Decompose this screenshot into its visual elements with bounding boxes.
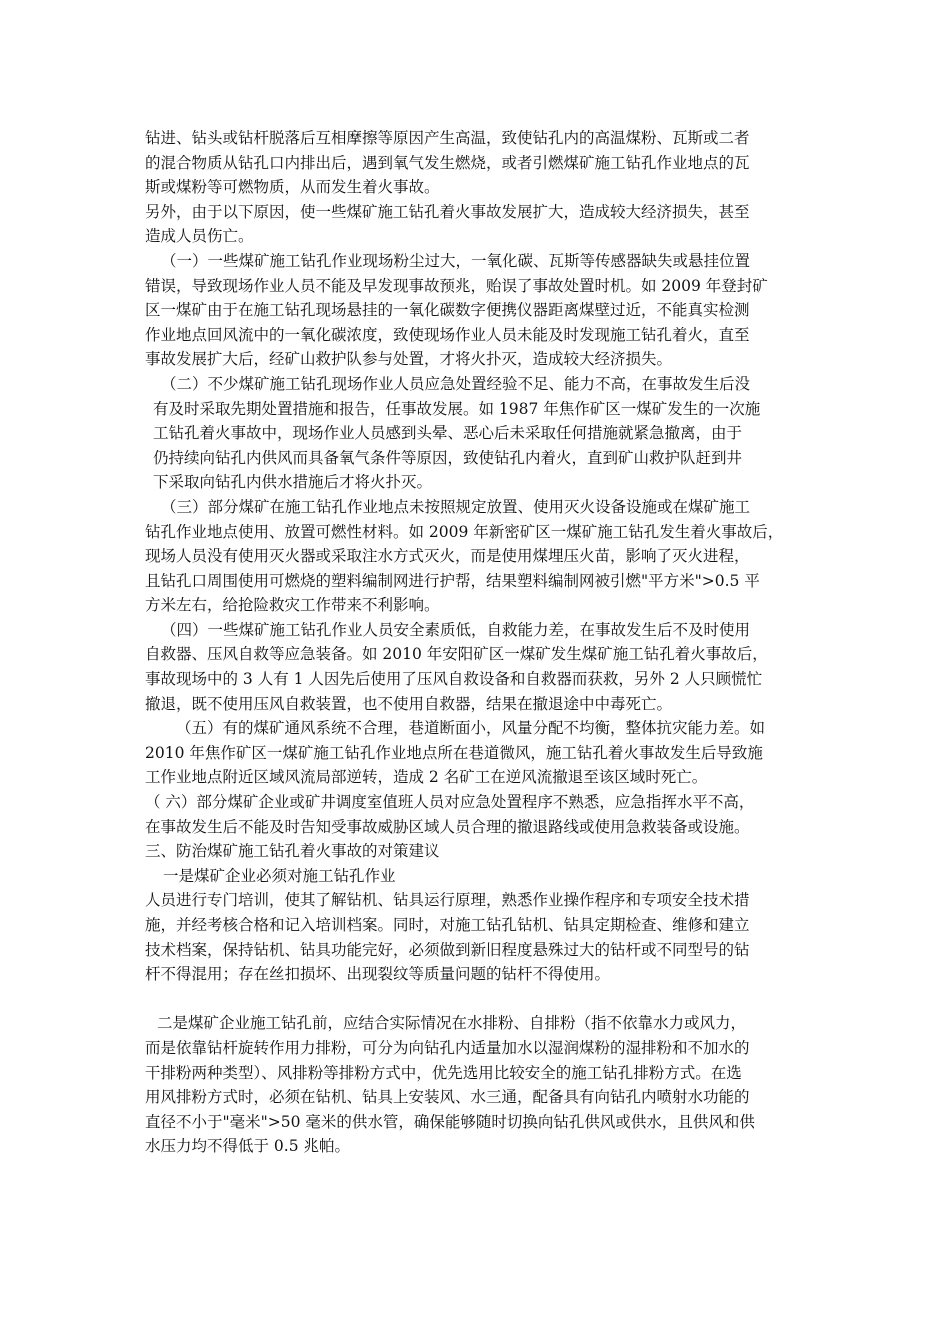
- text-line: （二）不少煤矿施工钻孔现场作业人员应急处置经验不足、能力不高，在事故发生后没: [161, 374, 751, 393]
- text-line: 人员进行专门培训，使其了解钻机、钻具运行原理，熟悉作业操作程序和专项安全技术措: [145, 891, 750, 910]
- blank-line: [145, 987, 810, 1012]
- text-line: 事故发展扩大后，经矿山救护队参与处置，才将火扑灭，造成较大经济损失。: [145, 350, 673, 369]
- text-line: 的混合物质从钻孔口内排出后，遇到氧气发生燃烧，或者引燃煤矿施工钻孔作业地点的瓦: [145, 153, 750, 172]
- text-line: 且钻孔口周围使用可燃烧的塑料编制网进行护帮，结果塑料编制网被引燃"平方米">0.5 平: [145, 571, 760, 590]
- text-line: 仍持续向钻孔内供风而具备氧气条件等原因，致使钻孔内着火，直到矿山救护队赶到井: [153, 448, 743, 467]
- text-line: 作业地点回风流中的一氧化碳浓度，致使现场作业人员未能及时发现施工钻孔着火，直至: [145, 325, 750, 344]
- text-line: 方米左右，给抢险救灾工作带来不利影响。: [145, 596, 440, 615]
- text-line: 用风排粉方式时，必须在钻机、钻具上安装风、水三通，配备具有向钻孔内喷射水功能的: [145, 1088, 750, 1107]
- text-line: （五）有的煤矿通风系统不合理，巷道断面小，风量分配不均衡，整体抗灾能力差。如: [176, 719, 766, 738]
- text-line: 有及时采取先期处置措施和报告，任事故发展。如 1987 年焦作矿区一煤矿发生的一次施: [153, 399, 761, 418]
- text-line: 干排粉两种类型）、风排粉等排粉方式中，优先选用比较安全的施工钻孔排粉方式。在选: [145, 1063, 742, 1082]
- text-line: 工钻孔着火事故中，现场作业人员感到头晕、恶心后未采取任何措施就紧急撤离，由于: [153, 424, 743, 443]
- text-line: （四）一些煤矿施工钻孔作业人员安全素质低，自救能力差，在事故发生后不及时使用: [161, 620, 751, 639]
- text-line: 斯或煤粉等可燃物质，从而发生着火事故。: [145, 178, 440, 197]
- text-line: 2010 年焦作矿区一煤矿施工钻孔作业地点所在巷道微风，施工钻孔着火事故发生后导致施: [145, 743, 763, 762]
- text-line: 事故现场中的 3 人有 1 人因先后使用了压风自救设备和自救器而获救，另外 2 人只顾慌忙: [145, 670, 763, 689]
- text-line: 杆不得混用；存在丝扣损坏、出现裂纹等质量问题的钻杆不得使用。: [145, 965, 611, 984]
- text-line: 撤退，既不使用压风自救装置，也不使用自救器，结果在撤退途中中毒死亡。: [145, 694, 673, 713]
- text-line: 区一煤矿由于在施工钻孔现场悬挂的一氧化碳数字便携仪器距离煤壁过近，不能真实检测: [145, 301, 750, 320]
- text-line: 施，并经考核合格和记入培训档案。同时，对施工钻孔钻机、钻具定期检查、维修和建立: [145, 916, 750, 934]
- text-line: 在事故发生后不能及时告知受事故威胁区域人员合理的撤退路线或使用急救装备或设施。: [145, 817, 750, 836]
- text-line: 二是煤矿企业施工钻孔前，应结合实际情况在水排粉、自排粉（指不依靠水力或风力，: [157, 1014, 747, 1033]
- text-line: 水压力均不得低于 0.5 兆帕。: [145, 1137, 351, 1156]
- text-line: （一）一些煤矿施工钻孔作业现场粉尘过大，一氧化碳、瓦斯等传感器缺失或悬挂位置: [161, 251, 751, 270]
- text-line: 直径不小于"毫米">50 毫米的供水管，确保能够随时切换向钻孔供风或供水，且供风和供: [145, 1112, 755, 1131]
- text-line: （ 六）部分煤矿企业或矿井调度室值班人员对应急处置程序不熟悉，应急指挥水平不高，: [145, 793, 755, 812]
- text-line: 错误，导致现场作业人员不能及早发现事故预兆，贻误了事故处置时机。如 2009 年登封矿: [145, 276, 768, 295]
- section-heading: 三、防治煤矿施工钻孔着火事故的对策建议: [145, 842, 440, 861]
- text-line: 而是依靠钻杆旋转作用力排粉，可分为向钻孔内适量加水以湿润煤粉的湿排粉和不加水的: [145, 1038, 750, 1057]
- text-line: 钻孔作业地点使用、放置可燃性材料。如 2009 年新密矿区一煤矿施工钻孔发生着火事故后，: [145, 522, 784, 541]
- text-line: 技术档案，保持钻机、钻具功能完好，必须做到新旧程度悬殊过大的钻杆或不同型号的钻: [145, 940, 750, 959]
- text-line: 现场人员没有使用灭火器或采取注水方式灭火，而是使用煤埋压火苗，影响了灭火进程，: [145, 547, 750, 566]
- text-line: 钻进、钻头或钻杆脱落后互相摩擦等原因产生高温，致使钻孔内的高温煤粉、瓦斯或二者: [145, 129, 750, 147]
- text-line: 工作业地点附近区域风流局部逆转，造成 2 名矿工在逆风流撤退至该区域时死亡。: [145, 768, 708, 787]
- document-body: [145, 126, 810, 1159]
- text-line: 自救器、压风自救等应急装备。如 2010 年安阳矿区一煤矿发生煤矿施工钻孔着火事故后，: [145, 645, 768, 664]
- text-line: 下采取向钻孔内供水措施后才将火扑灭。: [153, 473, 433, 492]
- text-line: （三）部分煤矿在施工钻孔作业地点未按照规定放置、使用灭火设备设施或在煤矿施工: [161, 497, 751, 516]
- text-line: 造成人员伤亡。: [145, 227, 254, 246]
- text-line: 另外，由于以下原因，使一些煤矿施工钻孔着火事故发展扩大，造成较大经济损失，甚至: [145, 202, 750, 221]
- text-line: 一是煤矿企业必须对施工钻孔作业: [163, 866, 396, 885]
